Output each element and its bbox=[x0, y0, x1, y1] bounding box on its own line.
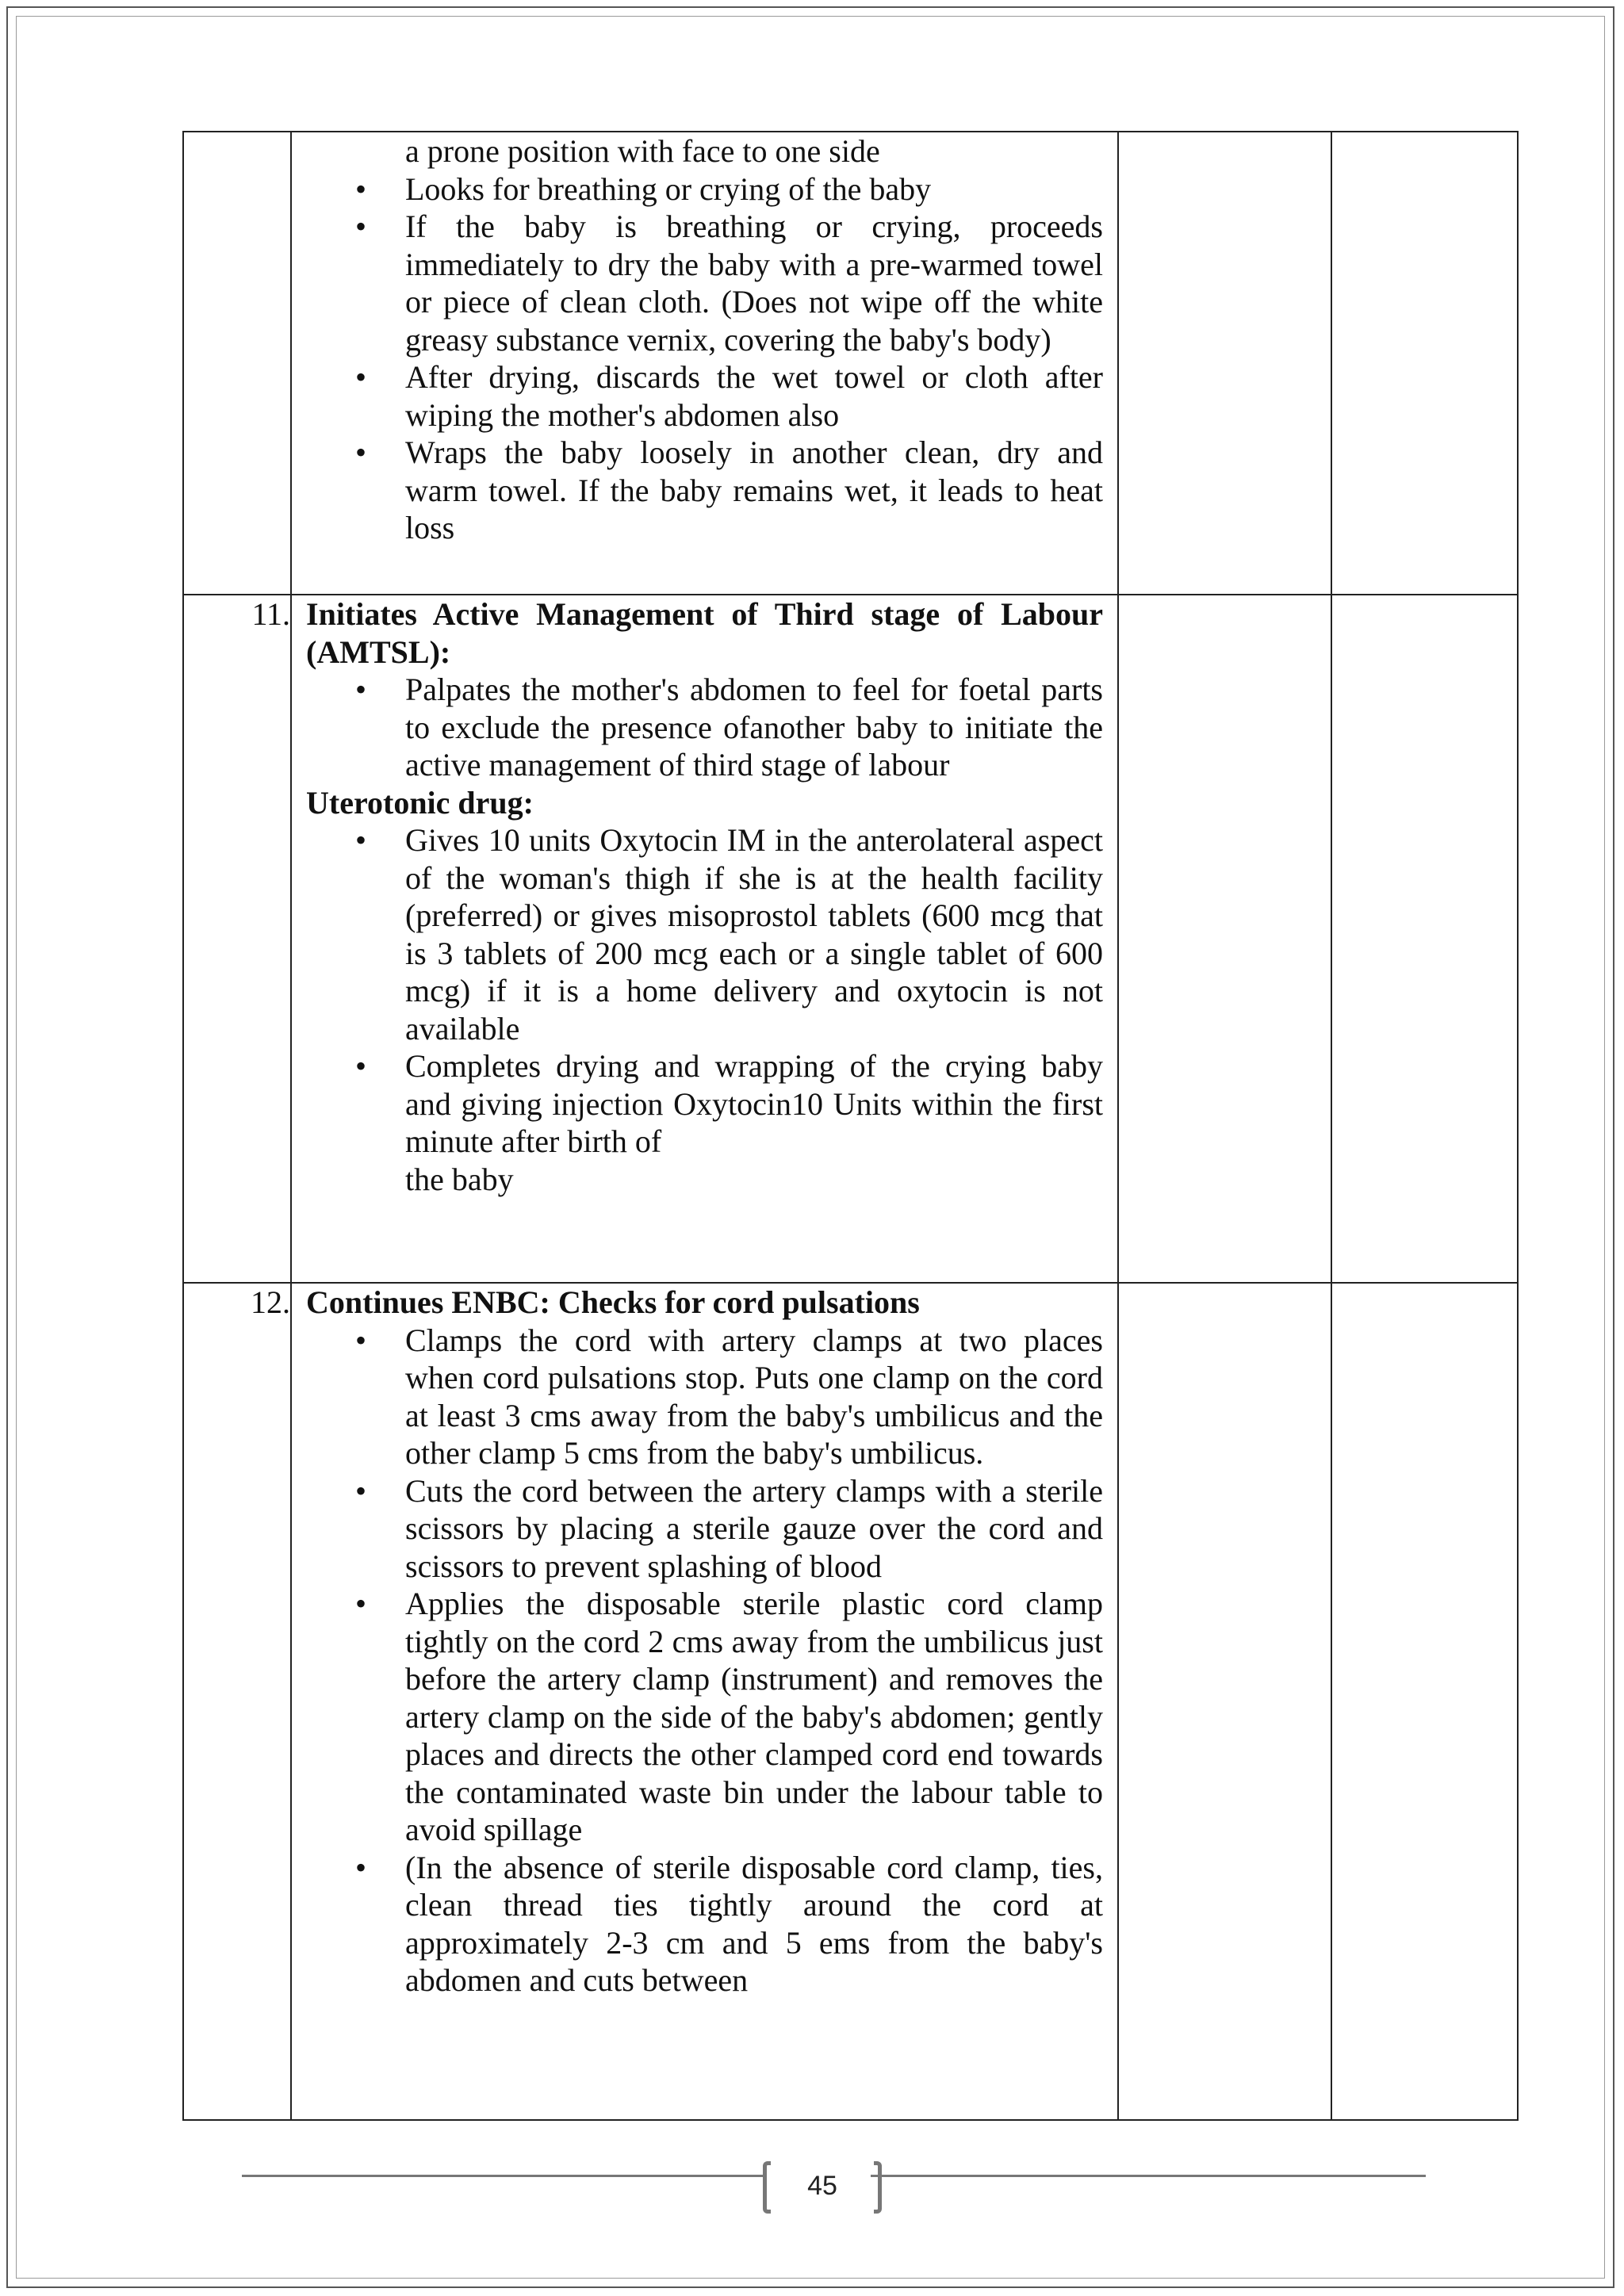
step-description bbox=[291, 595, 1118, 1283]
footer-rule-left bbox=[242, 2175, 765, 2177]
bullet-list bbox=[306, 132, 1103, 547]
list-item: • (In the absence of sterile disposable cord clamp, ties, clean thread ties tightly around the cord at approximately 2-3 cm and 5 ems from the baby's abdomen and cuts between bbox=[405, 1849, 1103, 1999]
step-heading: Continues ENBC: Checks for cord pulsations bbox=[306, 1284, 920, 1320]
list-item: • Palpates the mother's abdomen to feel for foetal parts to exclude the presence ofanother baby to initiate the active management of third stage of labour bbox=[405, 671, 1103, 784]
table-row bbox=[183, 595, 1518, 1283]
sub-heading: Uterotonic drug: bbox=[306, 784, 534, 821]
step-number: 11. bbox=[183, 595, 291, 1283]
trailing-text: the baby bbox=[405, 1161, 514, 1197]
table-row bbox=[183, 132, 1518, 595]
empty-cell bbox=[1331, 132, 1518, 595]
checklist-table bbox=[182, 131, 1519, 2121]
step-description bbox=[291, 1283, 1118, 2120]
step-description bbox=[291, 132, 1118, 595]
step-heading: Initiates Active Management of Third stage of Labour (AMTSL): bbox=[306, 596, 1103, 670]
table-row bbox=[183, 1283, 1518, 2120]
empty-cell bbox=[1118, 1283, 1331, 2120]
page-number: 45 bbox=[807, 2171, 837, 2201]
list-item: • If the baby is breathing or crying, proceeds immediately to dry the baby with a pre-warmed towel or piece of clean cloth. (Does not wipe off the white greasy substance vernix, covering the baby's body) bbox=[405, 208, 1103, 358]
list-item: • Applies the disposable sterile plastic cord clamp tightly on the cord 2 cms away from the umbilicus just before the artery clamp (instrument) and removes the artery clamp on the side of the baby's abdomen; gently places and directs the other clamped cord end towards the contaminated waste bin under the labour table to avoid spillage bbox=[405, 1585, 1103, 1849]
list-item: • Completes drying and wrapping of the crying baby and giving injection Oxytocin10 Units within the first minute after birth of bbox=[405, 1047, 1103, 1161]
empty-cell bbox=[1118, 132, 1331, 595]
list-item: • Looks for breathing or crying of the baby bbox=[405, 170, 1103, 209]
step-number bbox=[183, 132, 291, 595]
list-item: • After drying, discards the wet towel or cloth after wiping the mother's abdomen also bbox=[405, 358, 1103, 434]
bullet-list bbox=[306, 821, 1103, 1161]
page-number-badge bbox=[763, 2161, 882, 2217]
bullet-list bbox=[306, 1322, 1103, 1999]
list-item: • Gives 10 units Oxytocin IM in the anterolateral aspect of the woman's thigh if she is at the health facility (preferred) or gives misoprostol tablets (600 mcg that is 3 tablets of 200 mcg each or a single tablet of 600 mcg) if it is a home delivery and oxytocin is not available bbox=[405, 821, 1103, 1047]
list-item: • Wraps the baby loosely in another clean, dry and warm towel. If the baby remains wet, it leads to heat loss bbox=[405, 434, 1103, 547]
list-item: • Cuts the cord between the artery clamps with a sterile scissors by placing a sterile gauze over the cord and scissors to prevent splashing of blood bbox=[405, 1472, 1103, 1586]
empty-cell bbox=[1331, 1283, 1518, 2120]
bullet-list bbox=[306, 671, 1103, 784]
empty-cell bbox=[1331, 595, 1518, 1283]
list-item: • Clamps the cord with artery clamps at two places when cord pulsations stop. Puts one clamp on the cord at least 3 cms away from the baby's umbilicus and the other clamp 5 cms from the baby's umbilicus. bbox=[405, 1322, 1103, 1472]
list-item: a prone position with face to one side bbox=[405, 133, 880, 169]
empty-cell bbox=[1118, 595, 1331, 1283]
step-number: 12. bbox=[183, 1283, 291, 2120]
footer-rule-right bbox=[871, 2175, 1426, 2177]
